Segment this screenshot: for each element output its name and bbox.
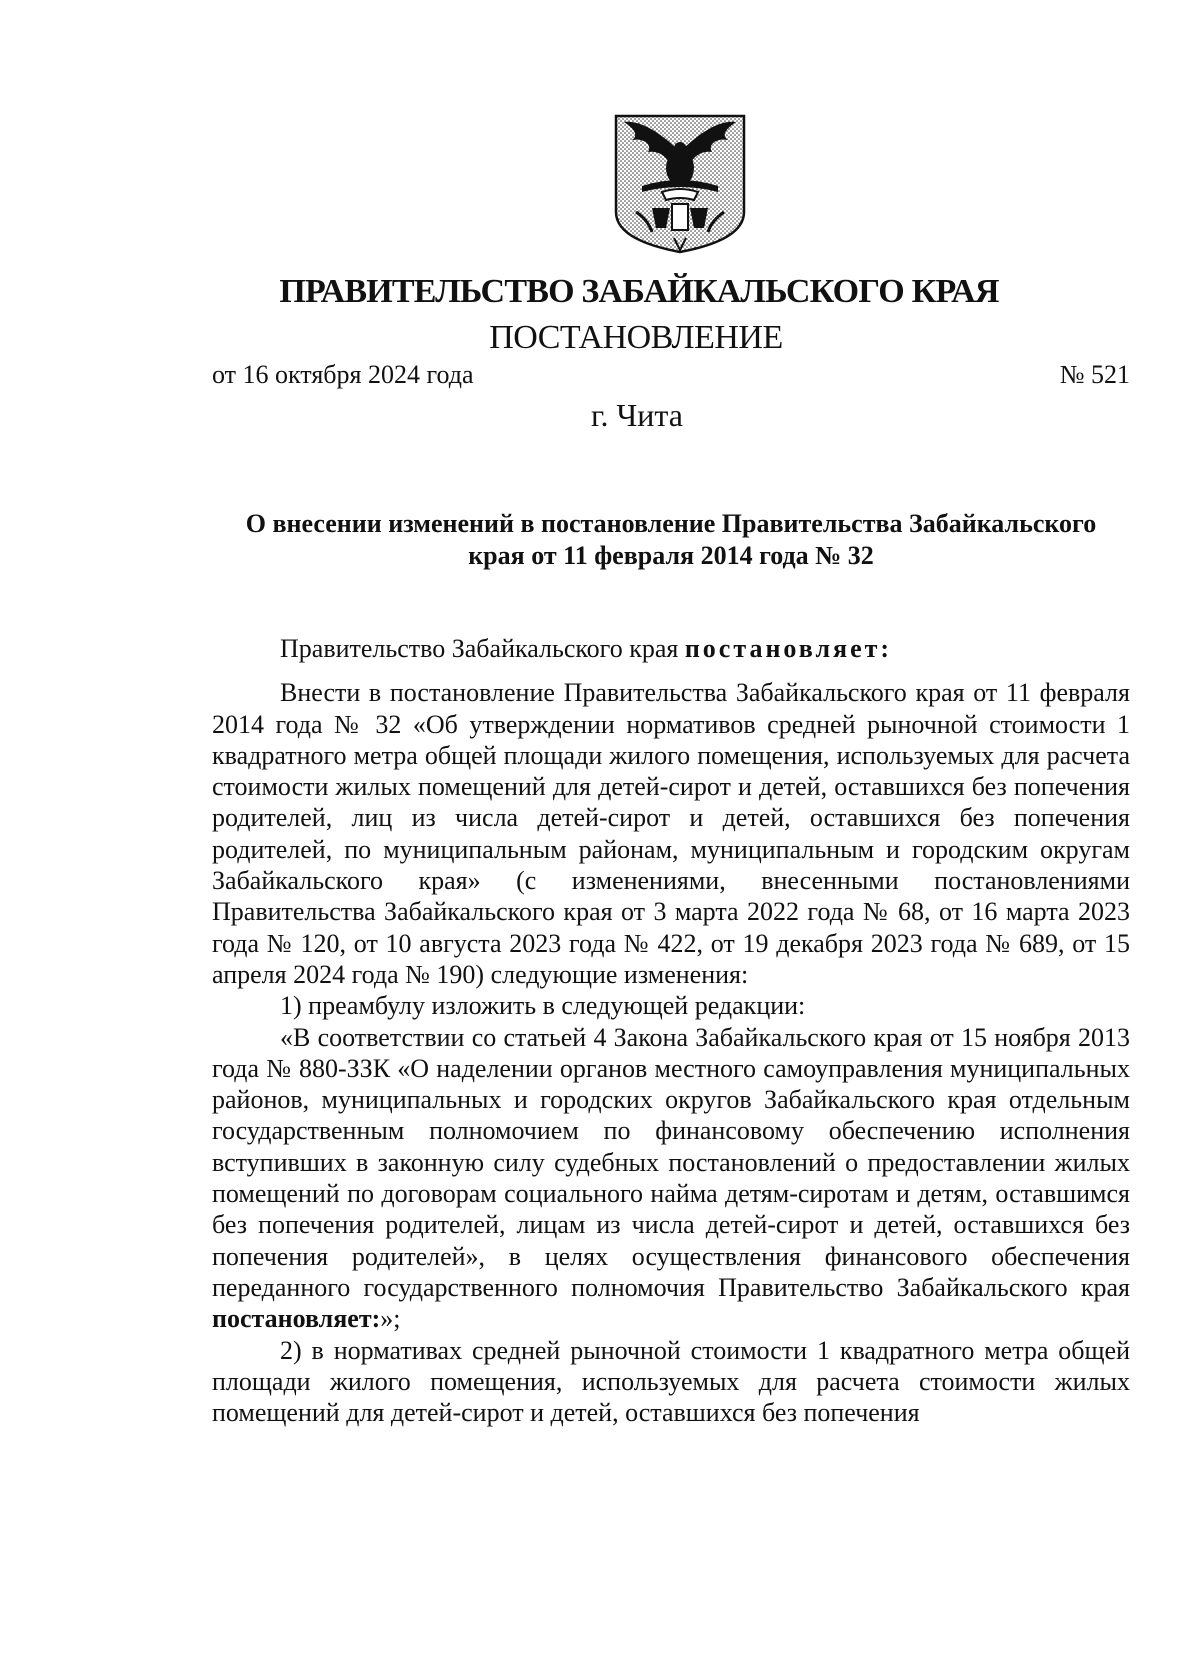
paragraph-main: Внести в постановление Правительства Забайкальского края от 11 февраля 2014 года № 32 «Об утверждении нормативов средней рыночной стоимости 1 квадратного метра общей площади жилого помещения, используемых для расчета стоимости жилых помещений для детей-сирот и детей, оставшихся без попечения родителей, лиц из числа детей-сирот и детей, оставшихся без попечения родителей, по муниципальным районам, муниципальным и городским округам Забайкальского края» (с изменениями, внесенными постановлениями Правительства Забайкальского края от 3 марта 2022 года № 68, от 16 марта 2023 года № 120, от 10 августа 2023 года № 422, от 19 декабря 2023 года № 689, от 15 апреля 2024 года № 190) следующие изменения:: [212, 678, 1130, 989]
decree-intro: Правительство Забайкальского края: [280, 634, 685, 663]
coat-of-arms-icon: [612, 112, 748, 254]
organization-title: ПРАВИТЕЛЬСТВО ЗАБАЙКАЛЬСКОГО КРАЯ: [279, 273, 999, 310]
preamble-paragraph: [212, 1022, 1130, 1335]
item-2: 2) в нормативах средней рыночной стоимости 1 квадратного метра общей площади жилого помещения, используемых для расчета стоимости жилых помещений для детей-сирот и детей, оставшихся без попечения: [212, 1335, 1130, 1428]
subject-line-1: О внесении изменений в постановление Правительства Забайкальского: [245, 509, 1097, 538]
document-type: ПОСТАНОВЛЕНИЕ: [489, 319, 783, 356]
preamble-bold-word: постановляет:: [212, 1304, 381, 1334]
document-city: г. Чита: [590, 397, 683, 433]
item-1: 1) преамбулу изложить в следующей редакции:: [280, 991, 806, 1021]
document-number: № 521: [1059, 360, 1130, 389]
decree-word: постановляет:: [684, 634, 893, 663]
document-date: от 16 октября 2024 года: [212, 360, 474, 389]
preamble-text: «В соответствии со статьей 4 Закона Забайкальского края от 15 ноября 2013 года № 880-ЗЗК «О наделении органов местного самоуправления муниципальных районов, муниципальных и городских округов Забайкальского края отдельным государственным полномочием по финансовому обеспечению исполнения вступивших в законную силу судебных постановлений о предоставлении жилых помещений по договорам социального найма детям-сиротам и детям, оставшимся без попечения родителей, лицам из числа детей-сирот и детей, оставшихся без попечения родителей», в целях осуществления финансового обеспечения переданного государственного полномочия Правительство Забайкальского края: [212, 1022, 1130, 1302]
document-subject: [212, 508, 1130, 572]
document-body: [212, 633, 1130, 1428]
subject-line-2: края от 11 февраля 2014 года № 32: [468, 541, 874, 570]
preamble-end: »;: [380, 1304, 401, 1334]
decree-paragraph: [212, 633, 1130, 664]
